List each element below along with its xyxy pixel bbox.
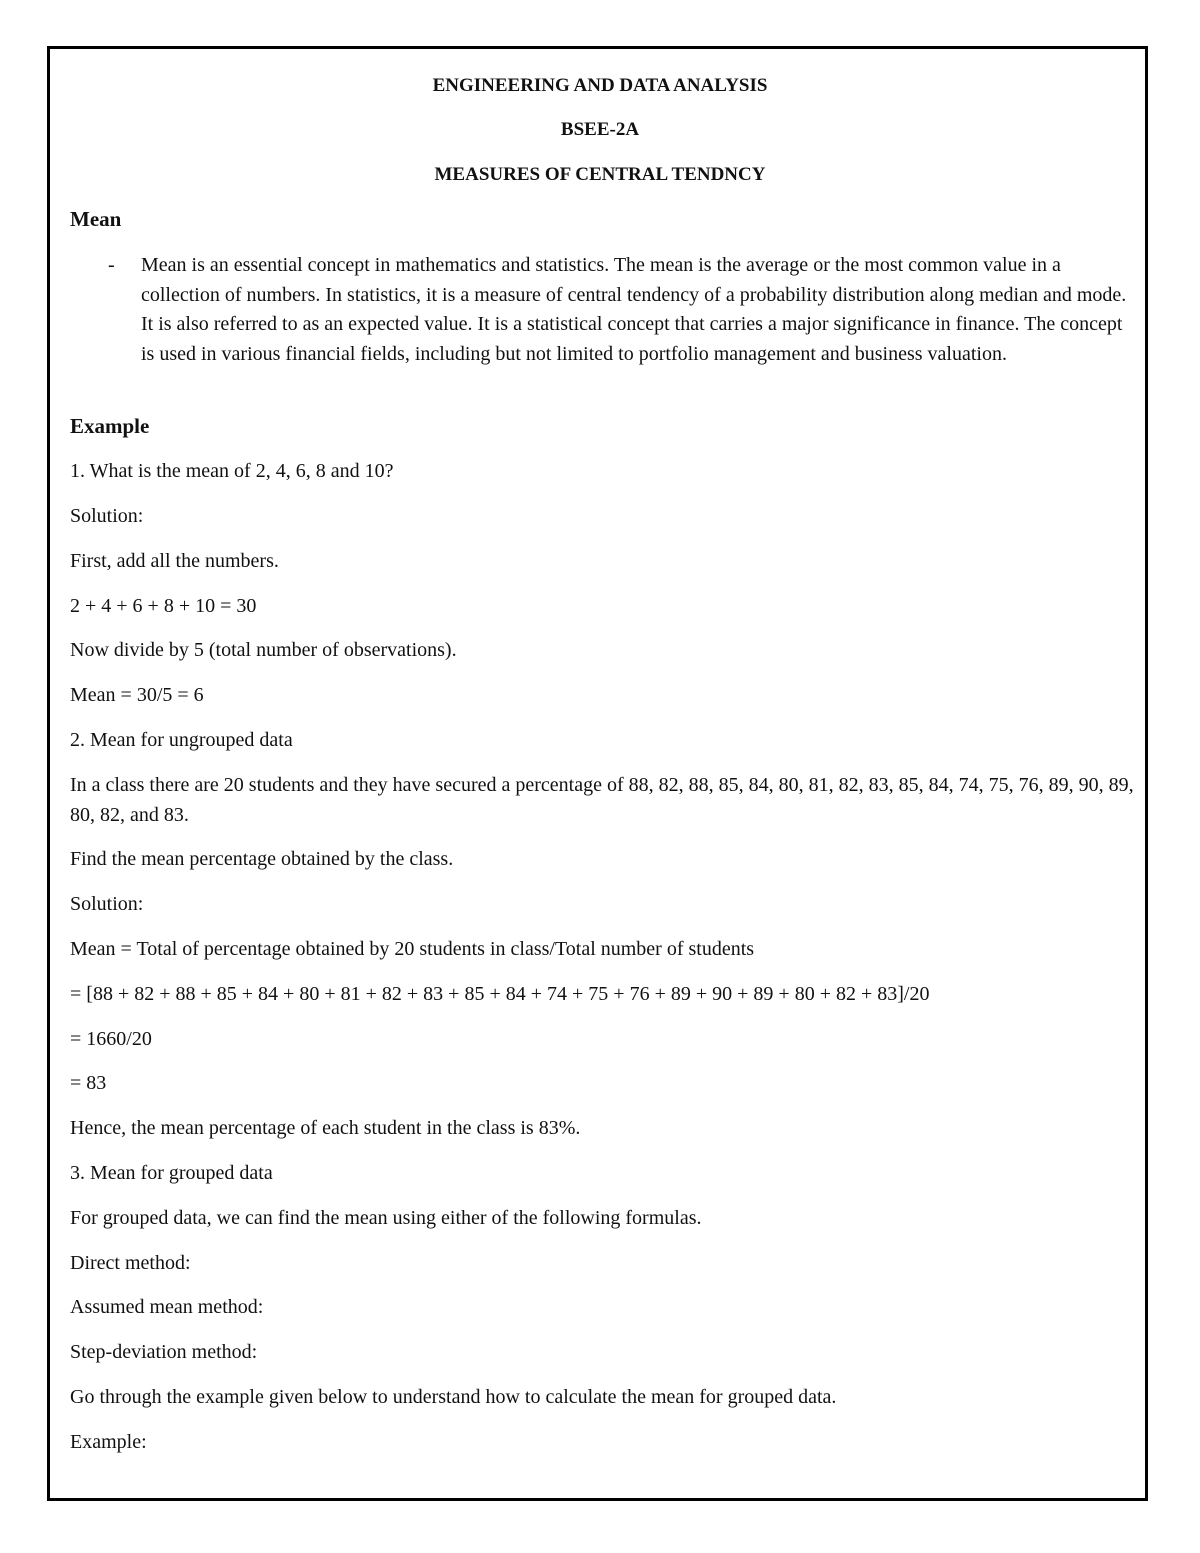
example1-result: Mean = 30/5 = 6 [70,684,204,706]
direct-method-label: Direct method: [70,1252,191,1274]
example2-conclusion: Hence, the mean percentage of each student in the class is 83%. [70,1117,581,1139]
topic-title: MEASURES OF CENTRAL TENDNCY [434,164,766,185]
example3-intro: For grouped data, we can find the mean using either of the following formulas. [70,1207,702,1229]
example3-guide: Go through the example given below to understand how to calculate the mean for grouped data. [70,1386,837,1408]
example3-example-label: Example: [70,1431,147,1453]
example2-value: = 83 [70,1072,107,1094]
example2-solution-label: Solution: [70,893,144,915]
example1-question: 1. What is the mean of 2, 4, 6, 8 and 10? [70,460,394,482]
example2-problem: In a class there are 20 students and they have secured a percentage of 88, 82, 88, 85, 84, 80, 81, 82, 83, 85, 84, 74, 75, 76, 89, 90, 89, 80, 82, and 83. [70,774,1134,826]
example1-step2: Now divide by 5 (total number of observations). [70,639,457,661]
section-code: BSEE-2A [560,119,640,140]
mean-heading: Mean [70,207,122,231]
example2-fraction: = 1660/20 [70,1028,152,1050]
bullet-dash: - [108,254,115,276]
example3-title: 3. Mean for grouped data [70,1162,273,1184]
example2-expansion: = [88 + 82 + 88 + 85 + 84 + 80 + 81 + 82 + 83 + 85 + 84 + 74 + 75 + 76 + 89 + 90 + 89 + 80 + 82 + 83]/20 [70,983,930,1005]
example2-formula: Mean = Total of percentage obtained by 20 students in class/Total number of students [70,938,755,960]
step-deviation-method-label: Step-deviation method: [70,1341,258,1363]
assumed-mean-method-label: Assumed mean method: [70,1296,264,1318]
example1-sum: 2 + 4 + 6 + 8 + 10 = 30 [70,595,257,617]
mean-definition: Mean is an essential concept in mathematics and statistics. The mean is the average or the most common value in a collection of numbers. In statistics, it is a measure of central tendency of a probability distribution along median and mode. It is also referred to as an expected value. It is a statistical concept that carries a major significance in finance. The concept is used in various financial fields, including but not limited to portfolio management and business valuation. [141,254,1127,365]
example2-title: 2. Mean for ungrouped data [70,729,293,751]
example1-solution-label: Solution: [70,505,144,527]
example1-step1: First, add all the numbers. [70,550,279,572]
example-heading: Example [70,414,150,438]
course-title: ENGINEERING AND DATA ANALYSIS [432,75,768,96]
example2-task: Find the mean percentage obtained by the class. [70,848,454,870]
